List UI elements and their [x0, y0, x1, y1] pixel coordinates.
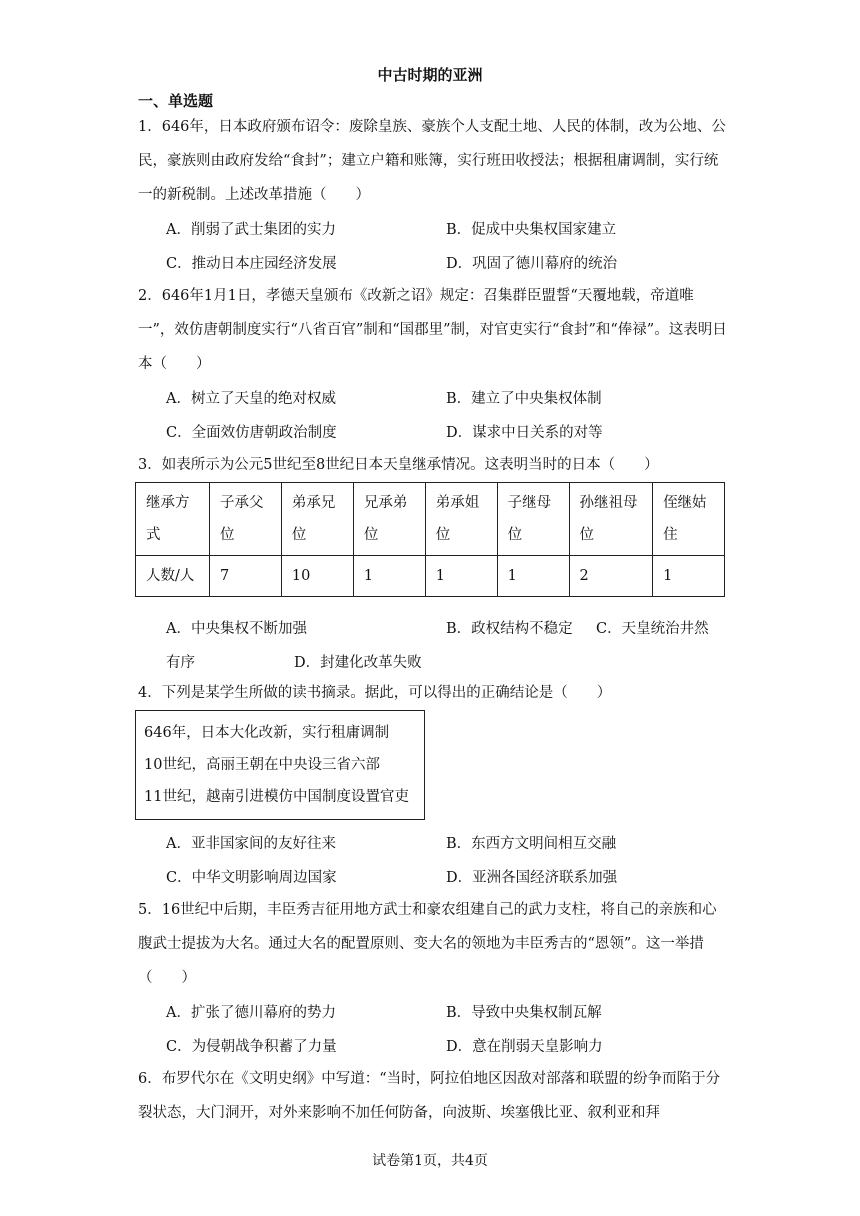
table-cell: 10 [281, 556, 353, 597]
reading-note-line: 646年，日本大化改新，实行租庸调制 [144, 725, 390, 741]
table-row [136, 556, 725, 597]
succession-table [135, 482, 725, 597]
question-4-stem: 4．下列是某学生所做的读书摘录。据此，可以得出的正确结论是（ ） [138, 685, 612, 701]
reading-note-line: 11世纪，越南引进模仿中国制度设置官吏 [144, 789, 409, 805]
question-5-stem: 5．16世纪中后期，丰臣秀吉征用地方武士和豪农组建自己的武力支柱，将自己的亲族和心腹武士提拔为大名。通过大名的配置原则、变大名的领地为丰臣秀吉的“恩领”。这一举措（ ） [138, 902, 717, 986]
table-header-cell: 侄继姑住 [653, 483, 725, 556]
q1-option-a[interactable]: A．削弱了武士集团的实力 [166, 222, 336, 238]
table-cell: 2 [569, 556, 653, 597]
table-cell: 7 [209, 556, 281, 597]
table-cell: 1 [653, 556, 725, 597]
table-header-cell: 弟承兄位 [281, 483, 353, 556]
q3-option-a[interactable]: A．中央集权不断加强 [166, 621, 307, 637]
q4-option-b[interactable]: B．东西方文明间相互交融 [446, 836, 617, 852]
reading-note-line: 10世纪，高丽王朝在中央设三省六部 [144, 757, 380, 773]
question-3-stem: 3．如表所示为公元5世纪至8世纪日本天皇继承情况。这表明当时的日本（ ） [138, 457, 659, 473]
q2-option-a[interactable]: A．树立了天皇的绝对权威 [166, 391, 336, 407]
reading-notes-box [135, 710, 425, 820]
q2-option-c[interactable]: C．全面效仿唐朝政治制度 [166, 425, 337, 441]
table-header-cell: 兄承弟位 [353, 483, 425, 556]
table-row-label: 人数/人 [136, 556, 210, 597]
q3-option-d[interactable]: D．封建化改革失败 [294, 655, 422, 671]
q1-option-d[interactable]: D．巩固了德川幕府的统治 [446, 256, 618, 272]
q3-option-c[interactable]: C．天皇统治井然 [596, 621, 709, 637]
q5-option-b[interactable]: B．导致中央集权制瓦解 [446, 1005, 602, 1021]
q4-option-a[interactable]: A．亚非国家间的友好往来 [166, 836, 336, 852]
q5-option-c[interactable]: C．为侵朝战争积蓄了力量 [166, 1039, 337, 1055]
q2-option-d[interactable]: D．谋求中日关系的对等 [446, 425, 603, 441]
table-header-cell: 弟承姐位 [425, 483, 497, 556]
table-header-row [136, 483, 725, 556]
table-header-cell: 子承父位 [209, 483, 281, 556]
q5-option-d[interactable]: D．意在削弱天皇影响力 [446, 1039, 603, 1055]
table-cell: 1 [353, 556, 425, 597]
table-cell: 1 [497, 556, 569, 597]
page-footer: 试卷第1页，共4页 [372, 1153, 488, 1169]
q2-option-b[interactable]: B．建立了中央集权体制 [446, 391, 602, 407]
q1-option-c[interactable]: C．推动日本庄园经济发展 [166, 256, 337, 272]
q4-option-d[interactable]: D．亚洲各国经济联系加强 [446, 870, 618, 886]
q3-option-b[interactable]: B．政权结构不稳定 [446, 621, 573, 637]
table-header-cell: 孙继祖母位 [569, 483, 653, 556]
table-header-cell: 继承方式 [136, 483, 210, 556]
section-heading: 一、单选题 [138, 92, 214, 110]
page-title: 中古时期的亚洲 [377, 66, 483, 84]
question-6-stem: 6．布罗代尔在《文明史纲》中写道：“当时，阿拉伯地区因敌对部落和联盟的纷争而陷于分裂状态，大门洞开，对外来影响不加任何防备，向波斯、埃塞俄比亚、叙利亚和拜 [138, 1071, 721, 1121]
question-2-stem: 2．646年1月1日，孝德天皇颁布《改新之诏》规定：召集群臣盟誓“天覆地载，帝道唯一”，效仿唐朝制度实行“八省百官”制和“国郡里”制，对官吏实行“食封”和“俸禄”。这表明日本（ ） [138, 288, 727, 372]
q3-option-c-continued: 有序 [166, 655, 195, 671]
q5-option-a[interactable]: A．扩张了德川幕府的势力 [166, 1005, 336, 1021]
question-1-stem: 1．646年，日本政府颁布诏令：废除皇族、豪族个人支配土地、人民的体制，改为公地、公民，豪族则由政府发给“食封”；建立户籍和账簿，实行班田收授法；根据租庸调制，实行统一的新税制。上述改革措施（ ） [138, 119, 726, 203]
q1-option-b[interactable]: B．促成中央集权国家建立 [446, 222, 617, 238]
q4-option-c[interactable]: C．中华文明影响周边国家 [166, 870, 337, 886]
table-cell: 1 [425, 556, 497, 597]
table-header-cell: 子继母位 [497, 483, 569, 556]
